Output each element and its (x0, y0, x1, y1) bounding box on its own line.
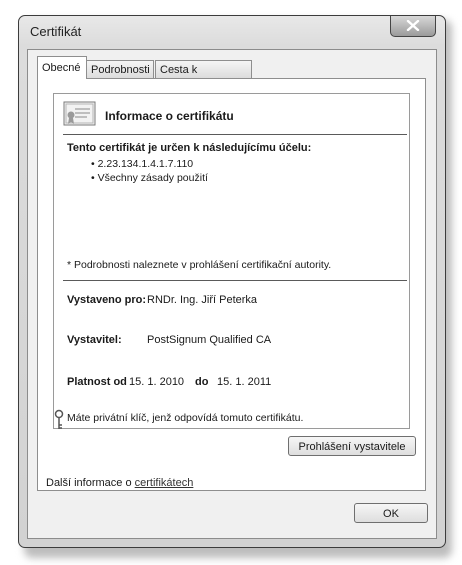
valid-from-date: 15. 1. 2010 (129, 376, 185, 388)
purpose-item: • 2.23.134.1.4.1.7.110 (91, 158, 194, 170)
issued-to-value: RNDr. Ing. Jiří Peterka (147, 294, 258, 306)
tab-certification-path[interactable]: Cesta k (155, 60, 252, 78)
purpose-item: • Všechny zásady použití (91, 172, 208, 184)
private-key-note: Máte privátní klíč, jenž odpovídá tomuto certifikátu. (67, 412, 304, 424)
details-separator (63, 280, 407, 281)
info-heading: Informace o certifikátu (105, 109, 234, 123)
footnote: * Podrobnosti naleznete v prohlášení certifikační autority. (67, 259, 332, 271)
validity-to-label: do (195, 376, 209, 388)
issuer-label: Vystavitel: (67, 334, 122, 346)
certificate-icon (63, 101, 97, 127)
ok-button[interactable]: OK (354, 503, 428, 523)
window-title: Certifikát (30, 24, 82, 39)
key-icon (54, 409, 64, 431)
valid-to-date: 15. 1. 2011 (217, 376, 272, 388)
dialog-client-area (27, 49, 437, 539)
purpose-title: Tento certifikát je určen k následujícímu účelu: (67, 142, 312, 154)
close-button[interactable] (390, 16, 436, 37)
certificate-info-box (53, 93, 410, 429)
close-icon (406, 20, 420, 31)
issued-to-label: Vystaveno pro: (67, 294, 147, 306)
more-info-prefix: Další informace o (46, 477, 135, 489)
more-info-line (46, 477, 193, 489)
heading-separator (63, 134, 407, 135)
tab-general[interactable]: Obecné (37, 56, 87, 79)
issuer-value: PostSignum Qualified CA (147, 334, 272, 346)
certificate-dialog (18, 15, 446, 548)
validity-from-label: Platnost od (67, 376, 127, 388)
tab-panel-general (37, 78, 426, 491)
certificates-link[interactable]: certifikátech (134, 477, 194, 489)
tab-details[interactable]: Podrobnosti (86, 60, 154, 78)
issuer-statement-button[interactable]: Prohlášení vystavitele (288, 436, 416, 456)
